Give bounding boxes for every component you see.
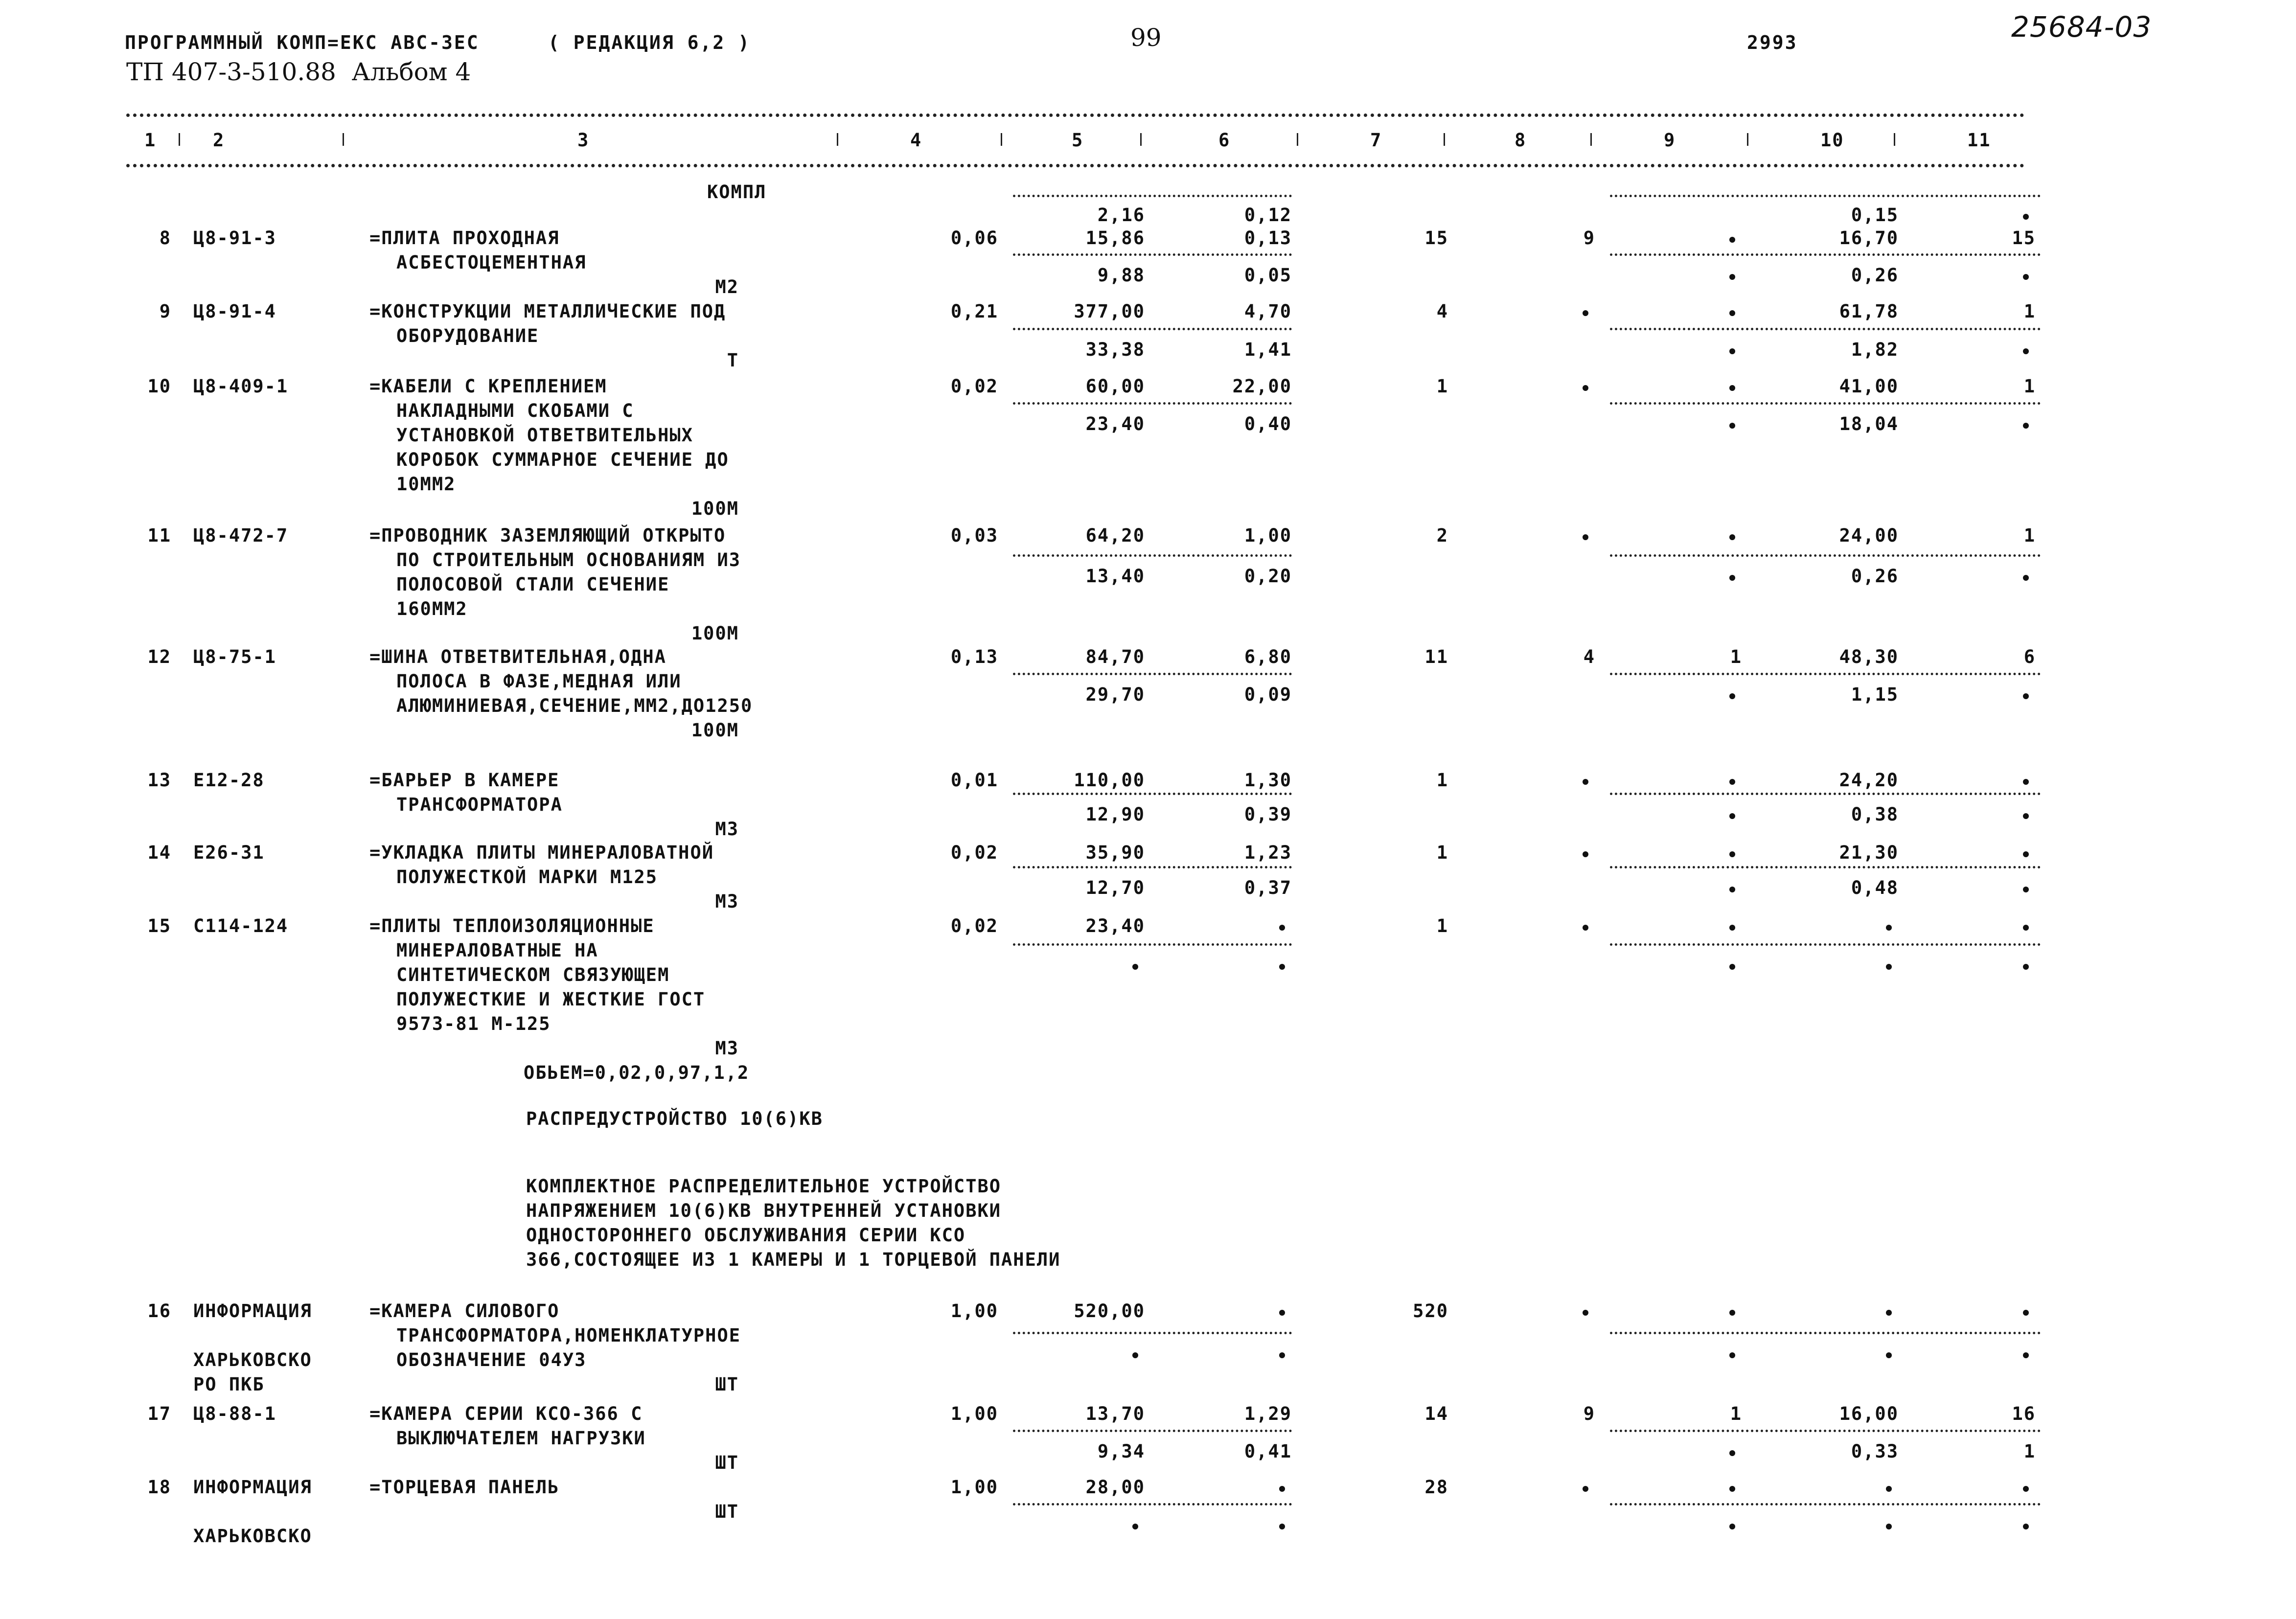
row-code: Ц8-472-7	[193, 525, 289, 546]
col8: 4	[1583, 646, 1595, 667]
row-description-line: =ПЛИТА ПРОХОДНАЯ	[369, 228, 560, 249]
column-separator	[1297, 133, 1298, 146]
row-number: 8	[159, 228, 171, 249]
col8-empty-dot	[1583, 310, 1588, 316]
cell-divider	[1610, 1503, 2041, 1505]
komp-label: КОМПЛ	[707, 182, 767, 203]
row-number: 18	[147, 1477, 171, 1498]
col11-empty-dot	[2023, 925, 2029, 931]
row-number: 10	[147, 376, 171, 397]
labor-col7: 28	[1424, 1477, 1448, 1498]
cost-col6: 1,23	[1244, 842, 1292, 863]
column-number: 8	[1515, 130, 1527, 151]
labor-col7: 520	[1413, 1300, 1448, 1322]
cell-divider	[1610, 328, 2041, 330]
cost-col6-sub: 0,09	[1244, 684, 1292, 705]
row-code-note: РО ПКБ	[193, 1374, 265, 1395]
col9-empty-dot	[1729, 310, 1735, 316]
row-description-line: ПОЛУЖЕСТКИЕ И ЖЕСТКИЕ ГОСТ	[396, 989, 706, 1010]
column-separator	[1001, 133, 1002, 146]
cost-col6-sub-empty-dot	[1279, 1524, 1285, 1529]
document-number: 25684-03	[2011, 10, 2152, 44]
cost-col5-sub-empty-dot	[1132, 1352, 1138, 1358]
col9-empty-dot	[1729, 851, 1735, 857]
row-unit: ШТ	[715, 1374, 739, 1395]
project-title: ТП 407-3-510.88 Альбом 4	[126, 58, 471, 86]
col11-empty-dot	[2023, 851, 2029, 857]
labor-col7: 1	[1436, 915, 1448, 936]
col10-empty-dot	[1886, 1310, 1892, 1316]
col9-empty-dot	[1729, 1486, 1735, 1492]
col11: 1	[2023, 301, 2036, 322]
col11-sub-empty-dot	[2023, 887, 2029, 892]
col10-sub-empty-dot	[1886, 964, 1892, 970]
row-description-line: ПОЛОСОВОЙ СТАЛИ СЕЧЕНИЕ	[396, 574, 670, 595]
row-quantity: 0,13	[950, 646, 998, 667]
column-number: 7	[1370, 130, 1382, 151]
cell-divider	[1013, 195, 1292, 197]
page-number: 99	[1130, 23, 1162, 52]
cost-col6-empty-dot	[1279, 1310, 1285, 1316]
col10: 21,30	[1839, 842, 1899, 863]
col10-sub: 0,26	[1851, 566, 1899, 587]
row-quantity: 1,00	[950, 1403, 998, 1424]
row-unit: М3	[715, 1038, 739, 1059]
cost-col5: 13,70	[1085, 1403, 1145, 1424]
col11: 1	[2023, 525, 2036, 546]
volume-line: ОБЬЕМ=0,02,0,97,1,2	[524, 1062, 750, 1083]
column-number: 4	[910, 130, 922, 151]
cell-divider	[1013, 1503, 1292, 1505]
row-description-line: =КОНСТРУКЦИИ МЕТАЛЛИЧЕСКИЕ ПОД	[369, 301, 726, 322]
column-number: 1	[144, 130, 157, 151]
col10: 48,30	[1839, 646, 1899, 667]
row-number: 13	[147, 770, 171, 791]
row-number: 14	[147, 842, 171, 863]
cost-col5-sub: 12,70	[1085, 877, 1145, 898]
cost-col5: 60,00	[1085, 376, 1145, 397]
col10-empty-dot	[1886, 1486, 1892, 1492]
col9-sub-empty-dot	[1729, 1450, 1735, 1456]
row-description-line: ТРАНСФОРМАТОРА	[396, 794, 563, 815]
col11-sub-empty-dot	[2023, 693, 2029, 699]
cost-col5: 84,70	[1085, 646, 1145, 667]
cost-col6-empty-dot	[1279, 1486, 1285, 1492]
row-quantity: 0,02	[950, 842, 998, 863]
cost-col6: 4,70	[1244, 301, 1292, 322]
row-description-line: ТРАНСФОРМАТОРА,НОМЕНКЛАТУРНОЕ	[396, 1325, 741, 1346]
column-number: 2	[213, 130, 225, 151]
col11-sub-empty-dot	[2023, 274, 2029, 280]
column-number: 9	[1664, 130, 1676, 151]
row-quantity: 0,21	[950, 301, 998, 322]
cell-divider	[1013, 253, 1292, 256]
cost-col5-sub: 9,88	[1097, 265, 1145, 286]
row-code: ИНФОРМАЦИЯ	[193, 1300, 312, 1322]
col8: 9	[1583, 228, 1595, 249]
cell-divider	[1013, 1430, 1292, 1432]
row-description-line: КОРОБОК СУММАРНОЕ СЕЧЕНИЕ ДО	[396, 449, 729, 470]
cell-divider	[1013, 866, 1292, 868]
col8-empty-dot	[1583, 534, 1588, 540]
row-unit: М2	[715, 276, 739, 297]
labor-col7: 4	[1436, 301, 1448, 322]
column-separator	[1444, 133, 1445, 146]
cost-col5-sub: 9,34	[1097, 1441, 1145, 1462]
cost-col6: 6,80	[1244, 646, 1292, 667]
col10-sub: 0,38	[1851, 804, 1899, 825]
col8: 9	[1583, 1403, 1595, 1424]
row-quantity: 0,01	[950, 770, 998, 791]
row-description-line: =КАМЕРА СИЛОВОГО	[369, 1300, 560, 1322]
col10: 24,00	[1839, 525, 1899, 546]
column-separator	[1590, 133, 1592, 146]
program-code: 2993	[1747, 32, 1798, 53]
row-description-line: АЛЮМИНИЕВАЯ,СЕЧЕНИЕ,ММ2,ДО1250	[396, 695, 753, 716]
col9-sub-empty-dot	[1729, 348, 1735, 354]
cost-col5-sub: 33,38	[1085, 339, 1145, 360]
row-quantity: 0,03	[950, 525, 998, 546]
row-unit: 100М	[691, 623, 739, 644]
labor-col7: 1	[1436, 842, 1448, 863]
row-unit: Т	[727, 350, 739, 371]
col8-empty-dot	[1583, 925, 1588, 931]
col11-sub-empty-dot	[2023, 964, 2029, 970]
cost-col6-sub: 0,39	[1244, 804, 1292, 825]
cell-divider	[1013, 554, 1292, 557]
col9: 1	[1730, 646, 1742, 667]
labor-col7: 15	[1424, 228, 1448, 249]
row-description-line: СИНТЕТИЧЕСКОМ СВЯЗУЮЩЕМ	[396, 964, 670, 985]
labor-col7: 1	[1436, 770, 1448, 791]
column-number: 5	[1072, 130, 1084, 151]
col9: 1	[1730, 1403, 1742, 1424]
cell-divider	[1013, 1332, 1292, 1334]
col11-sub-empty-dot	[2023, 348, 2029, 354]
row-description-line: ПОЛУЖЕСТКОЙ МАРКИ М125	[396, 867, 658, 888]
table-top-rule	[126, 114, 2025, 117]
row-quantity: 0,02	[950, 915, 998, 936]
row-quantity: 1,00	[950, 1300, 998, 1322]
row-code: С114-124	[193, 915, 289, 936]
row-code: Ц8-88-1	[193, 1403, 276, 1424]
cell-divider	[1610, 793, 2041, 795]
col10-sub: 1,82	[1851, 339, 1899, 360]
col11-sub-empty-dot	[2023, 813, 2029, 819]
col11-empty-dot	[2023, 1310, 2029, 1316]
column-number: 6	[1218, 130, 1231, 151]
row-quantity: 1,00	[950, 1477, 998, 1498]
cost-col6: 1,29	[1244, 1403, 1292, 1424]
cell-divider	[1610, 554, 2041, 557]
row-description-line: =БАРЬЕР В КАМЕРЕ	[369, 770, 560, 791]
section-title: РАСПРЕДУСТРОЙСТВО 10(6)КВ	[526, 1108, 823, 1129]
col9-empty-dot	[1729, 237, 1735, 243]
cell-divider	[1610, 673, 2041, 675]
row-description-line: 160ММ2	[396, 598, 468, 619]
cost-col6-sub-empty-dot	[1279, 1352, 1285, 1358]
cost-col6-sub: 0,37	[1244, 877, 1292, 898]
col11: 16	[2012, 1403, 2036, 1424]
row-description-line: ОБОРУДОВАНИЕ	[396, 325, 539, 346]
pre-value-col6: 0,12	[1244, 205, 1292, 226]
cost-col6-sub: 0,41	[1244, 1441, 1292, 1462]
col10-sub-empty-dot	[1886, 1352, 1892, 1358]
col10: 24,20	[1839, 770, 1899, 791]
row-description-line: 9573-81 М-125	[396, 1013, 551, 1034]
col10: 61,78	[1839, 301, 1899, 322]
edition-label: ( РЕДАКЦИЯ 6,2 )	[548, 32, 751, 53]
col8-empty-dot	[1583, 851, 1588, 857]
col11-sub-empty-dot	[2023, 1352, 2029, 1358]
cell-divider	[1013, 793, 1292, 795]
col8-empty-dot	[1583, 779, 1588, 785]
pre-value-col5: 2,16	[1097, 205, 1145, 226]
cell-divider	[1610, 195, 2041, 197]
section-paragraph-line: ОДНОСТОРОННЕГО ОБСЛУЖИВАНИЯ СЕРИИ КСО	[526, 1225, 966, 1246]
column-separator	[1747, 133, 1748, 146]
col9-sub-empty-dot	[1729, 964, 1735, 970]
cost-col6-sub: 1,41	[1244, 339, 1292, 360]
cost-col5: 377,00	[1074, 301, 1145, 322]
row-description-line: УСТАНОВКОЙ ОТВЕТВИТЕЛЬНЫХ	[396, 425, 693, 446]
col8-empty-dot	[1583, 385, 1588, 391]
row-description-line: =ШИНА ОТВЕТВИТЕЛЬНАЯ,ОДНА	[369, 646, 666, 667]
cell-divider	[1013, 328, 1292, 330]
col10: 41,00	[1839, 376, 1899, 397]
cost-col5: 15,86	[1085, 228, 1145, 249]
col11-sub: 1	[2023, 1441, 2036, 1462]
col11: 6	[2023, 646, 2036, 667]
col9-sub-empty-dot	[1729, 887, 1735, 892]
col9-empty-dot	[1729, 534, 1735, 540]
col10-sub: 0,33	[1851, 1441, 1899, 1462]
row-description-line: АСБЕСТОЦЕМЕНТНАЯ	[396, 252, 587, 273]
col11-sub-empty-dot	[2023, 575, 2029, 581]
row-code: Ц8-91-4	[193, 301, 276, 322]
row-unit: М3	[715, 819, 739, 840]
row-quantity: 0,06	[950, 228, 998, 249]
row-description-line: =ПЛИТЫ ТЕПЛОИЗОЛЯЦИОННЫЕ	[369, 915, 655, 936]
col10-sub: 18,04	[1839, 413, 1899, 434]
col10: 16,00	[1839, 1403, 1899, 1424]
col8-empty-dot	[1583, 1486, 1588, 1492]
col9-sub-empty-dot	[1729, 693, 1735, 699]
cost-col5: 35,90	[1085, 842, 1145, 863]
col10-sub-empty-dot	[1886, 1524, 1892, 1529]
row-number: 9	[159, 301, 171, 322]
cell-divider	[1610, 1430, 2041, 1432]
program-name: ПРОГРАММНЫЙ КОМП=ЕКС АВС-3ЕС	[125, 32, 480, 53]
col9-sub-empty-dot	[1729, 813, 1735, 819]
cost-col6-sub-empty-dot	[1279, 964, 1285, 970]
col9-empty-dot	[1729, 385, 1735, 391]
col11-empty-dot	[2023, 1486, 2029, 1492]
col11: 1	[2023, 376, 2036, 397]
row-code-note: ХАРЬКОВСКО	[193, 1349, 312, 1370]
col10-sub: 0,26	[1851, 265, 1899, 286]
col10-sub: 1,15	[1851, 684, 1899, 705]
cell-divider	[1610, 253, 2041, 256]
section-paragraph-line: КОМПЛЕКТНОЕ РАСПРЕДЕЛИТЕЛЬНОЕ УСТРОЙСТВО	[526, 1176, 1002, 1197]
row-description-line: ПОЛОСА В ФАЗЕ,МЕДНАЯ ИЛИ	[396, 671, 682, 692]
cell-divider	[1610, 943, 2041, 946]
col10-sub: 0,48	[1851, 877, 1899, 898]
column-separator	[837, 133, 838, 146]
col9-sub-empty-dot	[1729, 1352, 1735, 1358]
cost-col6-sub: 0,20	[1244, 566, 1292, 587]
col9-sub-empty-dot	[1729, 1524, 1735, 1529]
row-unit: ШТ	[715, 1452, 739, 1473]
row-number: 17	[147, 1403, 171, 1424]
cell-divider	[1610, 866, 2041, 868]
row-description-line: =ПРОВОДНИК ЗАЗЕМЛЯЮЩИЙ ОТКРЫТО	[369, 525, 726, 546]
row-quantity: 0,02	[950, 376, 998, 397]
row-description-line: =КАБЕЛИ С КРЕПЛЕНИЕМ	[369, 376, 607, 397]
cell-divider	[1013, 943, 1292, 946]
row-code: Ц8-75-1	[193, 646, 276, 667]
row-number: 12	[147, 646, 171, 667]
cost-col6: 1,30	[1244, 770, 1292, 791]
row-description-line: =КАМЕРА СЕРИИ КСО-366 С	[369, 1403, 643, 1424]
col11-empty-dot	[2023, 779, 2029, 785]
column-separator	[343, 133, 344, 146]
col9-sub-empty-dot	[1729, 274, 1735, 280]
row-code: ИНФОРМАЦИЯ	[193, 1477, 312, 1498]
cost-col5-sub-empty-dot	[1132, 1524, 1138, 1529]
pre-value-col10: 0,15	[1851, 205, 1899, 226]
cost-col5-sub: 13,40	[1085, 566, 1145, 587]
column-number: 11	[1967, 130, 1991, 151]
cost-col6: 1,00	[1244, 525, 1292, 546]
cost-col5: 28,00	[1085, 1477, 1145, 1498]
column-number: 3	[577, 130, 590, 151]
row-unit: ШТ	[715, 1501, 739, 1522]
col9-empty-dot	[1729, 779, 1735, 785]
row-description-line: НАКЛАДНЫМИ СКОБАМИ С	[396, 400, 634, 421]
row-number: 15	[147, 915, 171, 936]
row-description-line: МИНЕРАЛОВАТНЫЕ НА	[396, 940, 598, 961]
row-description-line: =УКЛАДКА ПЛИТЫ МИНЕРАЛОВАТНОЙ	[369, 842, 714, 863]
cost-col6-empty-dot	[1279, 925, 1285, 931]
cost-col5: 520,00	[1074, 1300, 1145, 1322]
pre-value-col11-empty-dot	[2023, 214, 2029, 220]
row-code: Ц8-91-3	[193, 228, 276, 249]
cost-col6-sub: 0,05	[1244, 265, 1292, 286]
row-unit: 100М	[691, 498, 739, 519]
cost-col6: 0,13	[1244, 228, 1292, 249]
col9-sub-empty-dot	[1729, 575, 1735, 581]
row-number: 16	[147, 1300, 171, 1322]
col11-sub-empty-dot	[2023, 423, 2029, 429]
cost-col5: 23,40	[1085, 915, 1145, 936]
row-code-note: ХАРЬКОВСКО	[193, 1526, 312, 1547]
cell-divider	[1013, 402, 1292, 405]
cell-divider	[1013, 673, 1292, 675]
row-description-line: ВЫКЛЮЧАТЕЛЕМ НАГРУЗКИ	[396, 1428, 646, 1449]
labor-col7: 2	[1436, 525, 1448, 546]
col9-sub-empty-dot	[1729, 423, 1735, 429]
cost-col5-sub: 12,90	[1085, 804, 1145, 825]
row-description-line: 10ММ2	[396, 474, 456, 495]
row-description-line: ПО СТРОИТЕЛЬНЫМ ОСНОВАНИЯМ ИЗ	[396, 549, 741, 570]
column-separator	[179, 133, 180, 146]
row-description-line: ОБОЗНАЧЕНИЕ 04У3	[396, 1349, 587, 1370]
col10: 16,70	[1839, 228, 1899, 249]
labor-col7: 1	[1436, 376, 1448, 397]
col8-empty-dot	[1583, 1310, 1588, 1316]
cost-col6-sub: 0,40	[1244, 413, 1292, 434]
row-code: Е26-31	[193, 842, 265, 863]
cost-col5-sub: 29,70	[1085, 684, 1145, 705]
cost-col5-sub: 23,40	[1085, 413, 1145, 434]
col11-sub-empty-dot	[2023, 1524, 2029, 1529]
section-paragraph-line: 366,СОСТОЯЩЕЕ ИЗ 1 КАМЕРЫ И 1 ТОРЦЕВОЙ ПАНЕЛИ	[526, 1249, 1061, 1270]
row-code: Ц8-409-1	[193, 376, 289, 397]
cell-divider	[1610, 1332, 2041, 1334]
column-number: 10	[1820, 130, 1844, 151]
col11: 15	[2012, 228, 2036, 249]
col9-empty-dot	[1729, 1310, 1735, 1316]
labor-col7: 11	[1424, 646, 1448, 667]
column-separator	[1894, 133, 1895, 146]
cost-col5-sub-empty-dot	[1132, 964, 1138, 970]
labor-col7: 14	[1424, 1403, 1448, 1424]
cost-col6: 22,00	[1232, 376, 1292, 397]
cost-col5: 64,20	[1085, 525, 1145, 546]
section-paragraph-line: НАПРЯЖЕНИЕМ 10(6)КВ ВНУТРЕННЕЙ УСТАНОВКИ	[526, 1200, 1002, 1221]
row-code: Е12-28	[193, 770, 265, 791]
cell-divider	[1610, 402, 2041, 405]
col10-empty-dot	[1886, 925, 1892, 931]
row-unit: М3	[715, 891, 739, 912]
cost-col5: 110,00	[1074, 770, 1145, 791]
col9-empty-dot	[1729, 925, 1735, 931]
table-header-rule	[126, 164, 2025, 167]
row-number: 11	[147, 525, 171, 546]
row-description-line: =ТОРЦЕВАЯ ПАНЕЛЬ	[369, 1477, 560, 1498]
row-unit: 100М	[691, 720, 739, 741]
column-separator	[1140, 133, 1142, 146]
